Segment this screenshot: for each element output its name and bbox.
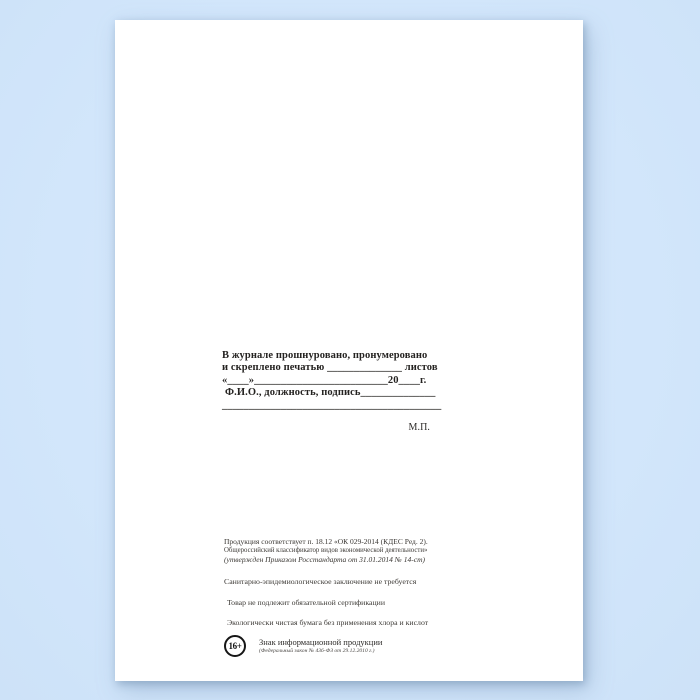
compliance-footer xyxy=(224,538,464,657)
cert-line-3: «____»_________________________20____г. xyxy=(222,374,427,386)
compliance-line-2: Общероссийский классификатор видов экономической деятельности» xyxy=(224,546,428,554)
cert-line-4: Ф.И.О., должность, подпись______________ xyxy=(225,387,436,399)
info-sign-text xyxy=(259,635,382,655)
info-sign-row xyxy=(224,635,464,657)
document-page xyxy=(115,20,583,681)
ecology-statement: Экологически чистая бумага без применения хлора и кислот xyxy=(227,618,429,627)
cert-line-5: _________________________________________ xyxy=(222,399,442,411)
cert-line-1: В журнале прошнуровано, пронумеровано xyxy=(222,350,428,361)
info-sign-title: Знак информационной продукции xyxy=(259,637,383,647)
stamp-place-label: М.П. xyxy=(408,422,430,434)
info-sign-law-reference: (Федеральный закон № 436-ФЗ от 29.12.2010 г.) xyxy=(259,648,375,654)
age-16-plus-badge-icon: 16+ xyxy=(224,635,246,657)
binding-certification-block xyxy=(222,350,442,434)
sanitary-statement: Санитарно-эпидемиологическое заключение не требуется xyxy=(224,577,417,586)
cert-line-2: и скреплено печатью ______________ листов xyxy=(222,362,438,374)
compliance-line-3: (утвержден Приказом Росстандарта от 31.01.2014 № 14-ст) xyxy=(224,555,425,564)
certification-statement: Товар не подлежит обязательной сертификации xyxy=(227,598,385,607)
compliance-line-1: Продукция соответствует п. 18.12 «ОК 029-2014 (КДЕС Ред. 2). xyxy=(224,537,428,546)
